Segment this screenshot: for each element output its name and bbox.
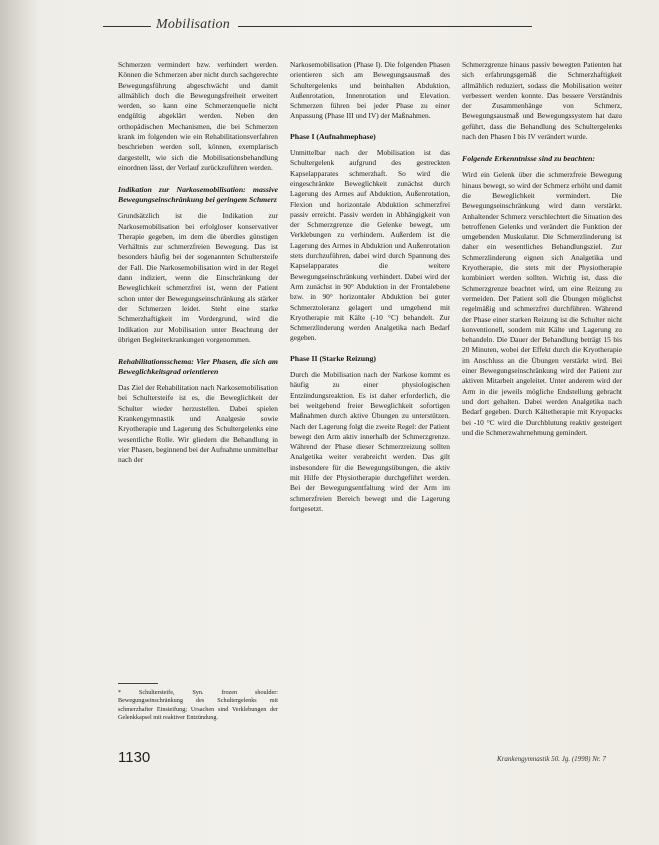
paragraph: Narkosemobilisation (Phase I). Die folgenden Phasen orientieren sich am Bewegungsausmaß des Schultergelenks und beinhalten Abduktion, Außenrotation, Innenrotation und Elevation. Schmerzen führen bei jeder Phase zu einer Anpassung (Phase III und IV) der Maßnahmen. xyxy=(290,60,450,121)
section-heading-indication: Indikation zur Narkosemobilisation: massive Bewegungseinschränkung bei geringem Schmerz xyxy=(118,185,278,205)
section-heading-rehab-scheme: Rehabilitationsschema: Vier Phasen, die sich am Beweglichkeitsgrad orientieren xyxy=(118,357,278,377)
subheading-phase-2: Phase II (Starke Reizung) xyxy=(290,353,376,363)
paragraph: Grundsätzlich ist die Indikation zur Narkosemobilisation bei erfolgloser konservativer Therapie gegeben, im dem die überdies günstigen Verhältnis zur schmerzfreien Bewegung. Das ist besonders häufig bei der sogenannten Schultersteife der Fall. Die Narkosemobilisation wird in der Regel dann indiziert, wenn die Einschränkung der Beweglichkeit schmerzfrei ist, wenn der Patient schon unter der Bewegungseinschränkung als stärker der Schmerzen leidet. Steht eine starke Schmerzhaftigkeit im Vordergrund, wird die Indikation zur Mobilisation unter Beachtung der übrigen Begleiterkrankungen vorgenommen. xyxy=(118,211,278,344)
text-column-3 xyxy=(462,60,622,438)
paragraph: Unmittelbar nach der Mobilisation ist das Schultergelenk aufgrund des gestreckten Kapselapparates schmerzhaft. So wird die eingeschränkte Beweglichkeit zunächst durch Lagerung des Armes auf Abduktion, Außenrotation, Flexion und horizontale Abduktion schmerzfrei passiv erreicht. Passiv werden in Abhängigkeit von der Schmerzgrenze die Gelenke bewegt, um Verklebungen zu verhindern. Außerdem ist die Lagerung des Armes in Abduktion und Außenrotation stets durchzuführen, dabei wird durch Spannung des Kapselapparates die weitere Bewegungseinschränkung verhindert. Dabei wird der Arm zunächst in 90° Abduktion in der Frontalebene bzw. in 90° horizontaler Abduktion bei guter Schmerztoleranz gelagert und umgehend mit Kryotherapie mit Kälte (-10 °C) behandelt. Zur Schmerzlinderung werden Analgetika nach Bedarf gegeben. xyxy=(290,148,450,343)
running-header: Mobilisation xyxy=(156,17,230,32)
journal-reference: Krankengymnastik 50. Jg. (1998) Nr. 7 xyxy=(497,755,606,763)
section-heading-findings: Folgende Erkenntnisse sind zu beachten: xyxy=(462,154,596,164)
paragraph: Durch die Mobilisation nach der Narkose kommt es häufig zu einer physiologischen Entzündungsreaktion. Es ist daher erforderlich, die bei weitgehend freier Beweglichkeit sofortigen Maßnahmen durch aktive Übungen zu unterstützen. Nach der Lagerung folgt die zweite Regel: der Patient bewegt den Arm aktiv innerhalb der Schmerzgrenze. Während der Phase dieser Schmerzreizung sollten Analgetika weiter verabreicht werden. Das gilt insbesondere für die Bewegungsübungen, die aktiv mit Hilfe der Physiotherapie durchgeführt werden. Bei der Bewegungsentfaltung wird der Arm im schmerzfreien Bereich bewegt und die Lagerung fortgesetzt. xyxy=(290,370,450,513)
paragraph: Das Ziel der Rehabilitation nach Narkosemobilisation bei Schultersteife ist es, die Beweglichkeit der Schulter wieder herzustellen. Dabei spielen Krankengymnastik und Analgesie sowie Kryotherapie und Lagerung des Schultergelenks eine wesentliche Rolle. Wir gliedern die Behandlung in vier Phasen, beginnend bei der Aufnahme unmittelbar nach der xyxy=(118,383,278,465)
paragraph: Schmerzen vermindert bzw. verhindert werden. Können die Schmerzen aber nicht durch sachgerechte Bewegungsführung abgeschwächt und damit allmählich doch die Bewegungsfreiheit erweitert werden, so kann eine Schmerzenquelle nicht endgültig abgeklärt werden. Neben den orthopädischen Mechanismen, die bei Schmerzen krank im folgenden wie ein Rehabilitationsverfahren beschrieben werden soll, können, exemplarisch dargestellt, wie sich die Mobilisationsbehandlung einordnen lässt, der Verlauf zurückzuführen werden. xyxy=(118,60,278,172)
header-rule-right xyxy=(238,26,532,27)
text-column-2 xyxy=(290,60,450,514)
paragraph: Schmerzgrenze hinaus passiv bewegten Patienten hat sich erfahrungsgemäß die Schmerzhaftigkeit allmählich reduziert, sodass die Mobilisation weiter verbessert werden konnte. Das bessere Verständnis der Zusammenhänge von Schmerz, Bewegungsausmaß und Bewegungssystem hat dazu geführt, dass die Behandlung des Schultergelenks nach den Phasen I bis IV verändert wurde. xyxy=(462,60,622,142)
header-rule-left xyxy=(103,26,151,27)
paragraph: Wird ein Gelenk über die schmerzfreie Bewegung hinaus bewegt, so wird der Schmerz erhöht und damit die Beweglichkeit vermindert. Die Bewegungseinschränkung wird dann verstärkt. Anhaltender Schmerz verschlechtert die Situation des betroffenen Gelenks und verändert die Funktion der umgebenden Muskulatur. Die Schmerzlinderung ist daher ein wesentliches Behandlungsziel. Zur Schmerzlinderung eignen sich Analgetika und Kryotherapie, die stets mit der Physiotherapie kombiniert werden sollten. Wichtig ist, dass die Schmerzgrenze beachtet wird, um eine Reizung zu vermeiden. Der Patient soll die Übungen möglichst regelmäßig und schmerzfrei durchführen. Während der Phase einer starken Reizung ist die Schulter nicht konventionell, sondern mit Kälte und Lagerung zu behandeln. Die Dauer der Behandlung beträgt 15 bis 20 Minuten, wobei der Effekt durch die Kryotherapie im Anschluss an die Übungen verstärkt wird. Bei einer Bewegungseinschränkung wird der Patient zur aktiven Mitarbeit angeleitet. Unter anderem wird der Arm in die jeweils mögliche Endstellung gebracht und dort gehalten. Dabei werden Analgetika nach Bedarf gegeben. Durch Kältetherapie mit Kryopacks bei -10 °C wird die Durchblutung reaktiv gesteigert und die Schmerzwahrnehmung gemindert. xyxy=(462,170,622,437)
page-gutter-shadow xyxy=(0,0,40,845)
text-column-1 xyxy=(118,60,278,466)
subheading-phase-1: Phase I (Aufnahmephase) xyxy=(290,131,376,141)
footnote: * Schultersteife, Syn. frozen shoulder: Bewegungseinschränkung des Schultergelenks mit schmerzhafter Einsteifung; Ursachen sind Verklebungen der Gelenkkapsel mit reaktiver Entzündung. xyxy=(118,689,278,721)
footnote-rule xyxy=(118,683,158,684)
page-number: 1130 xyxy=(118,749,151,766)
